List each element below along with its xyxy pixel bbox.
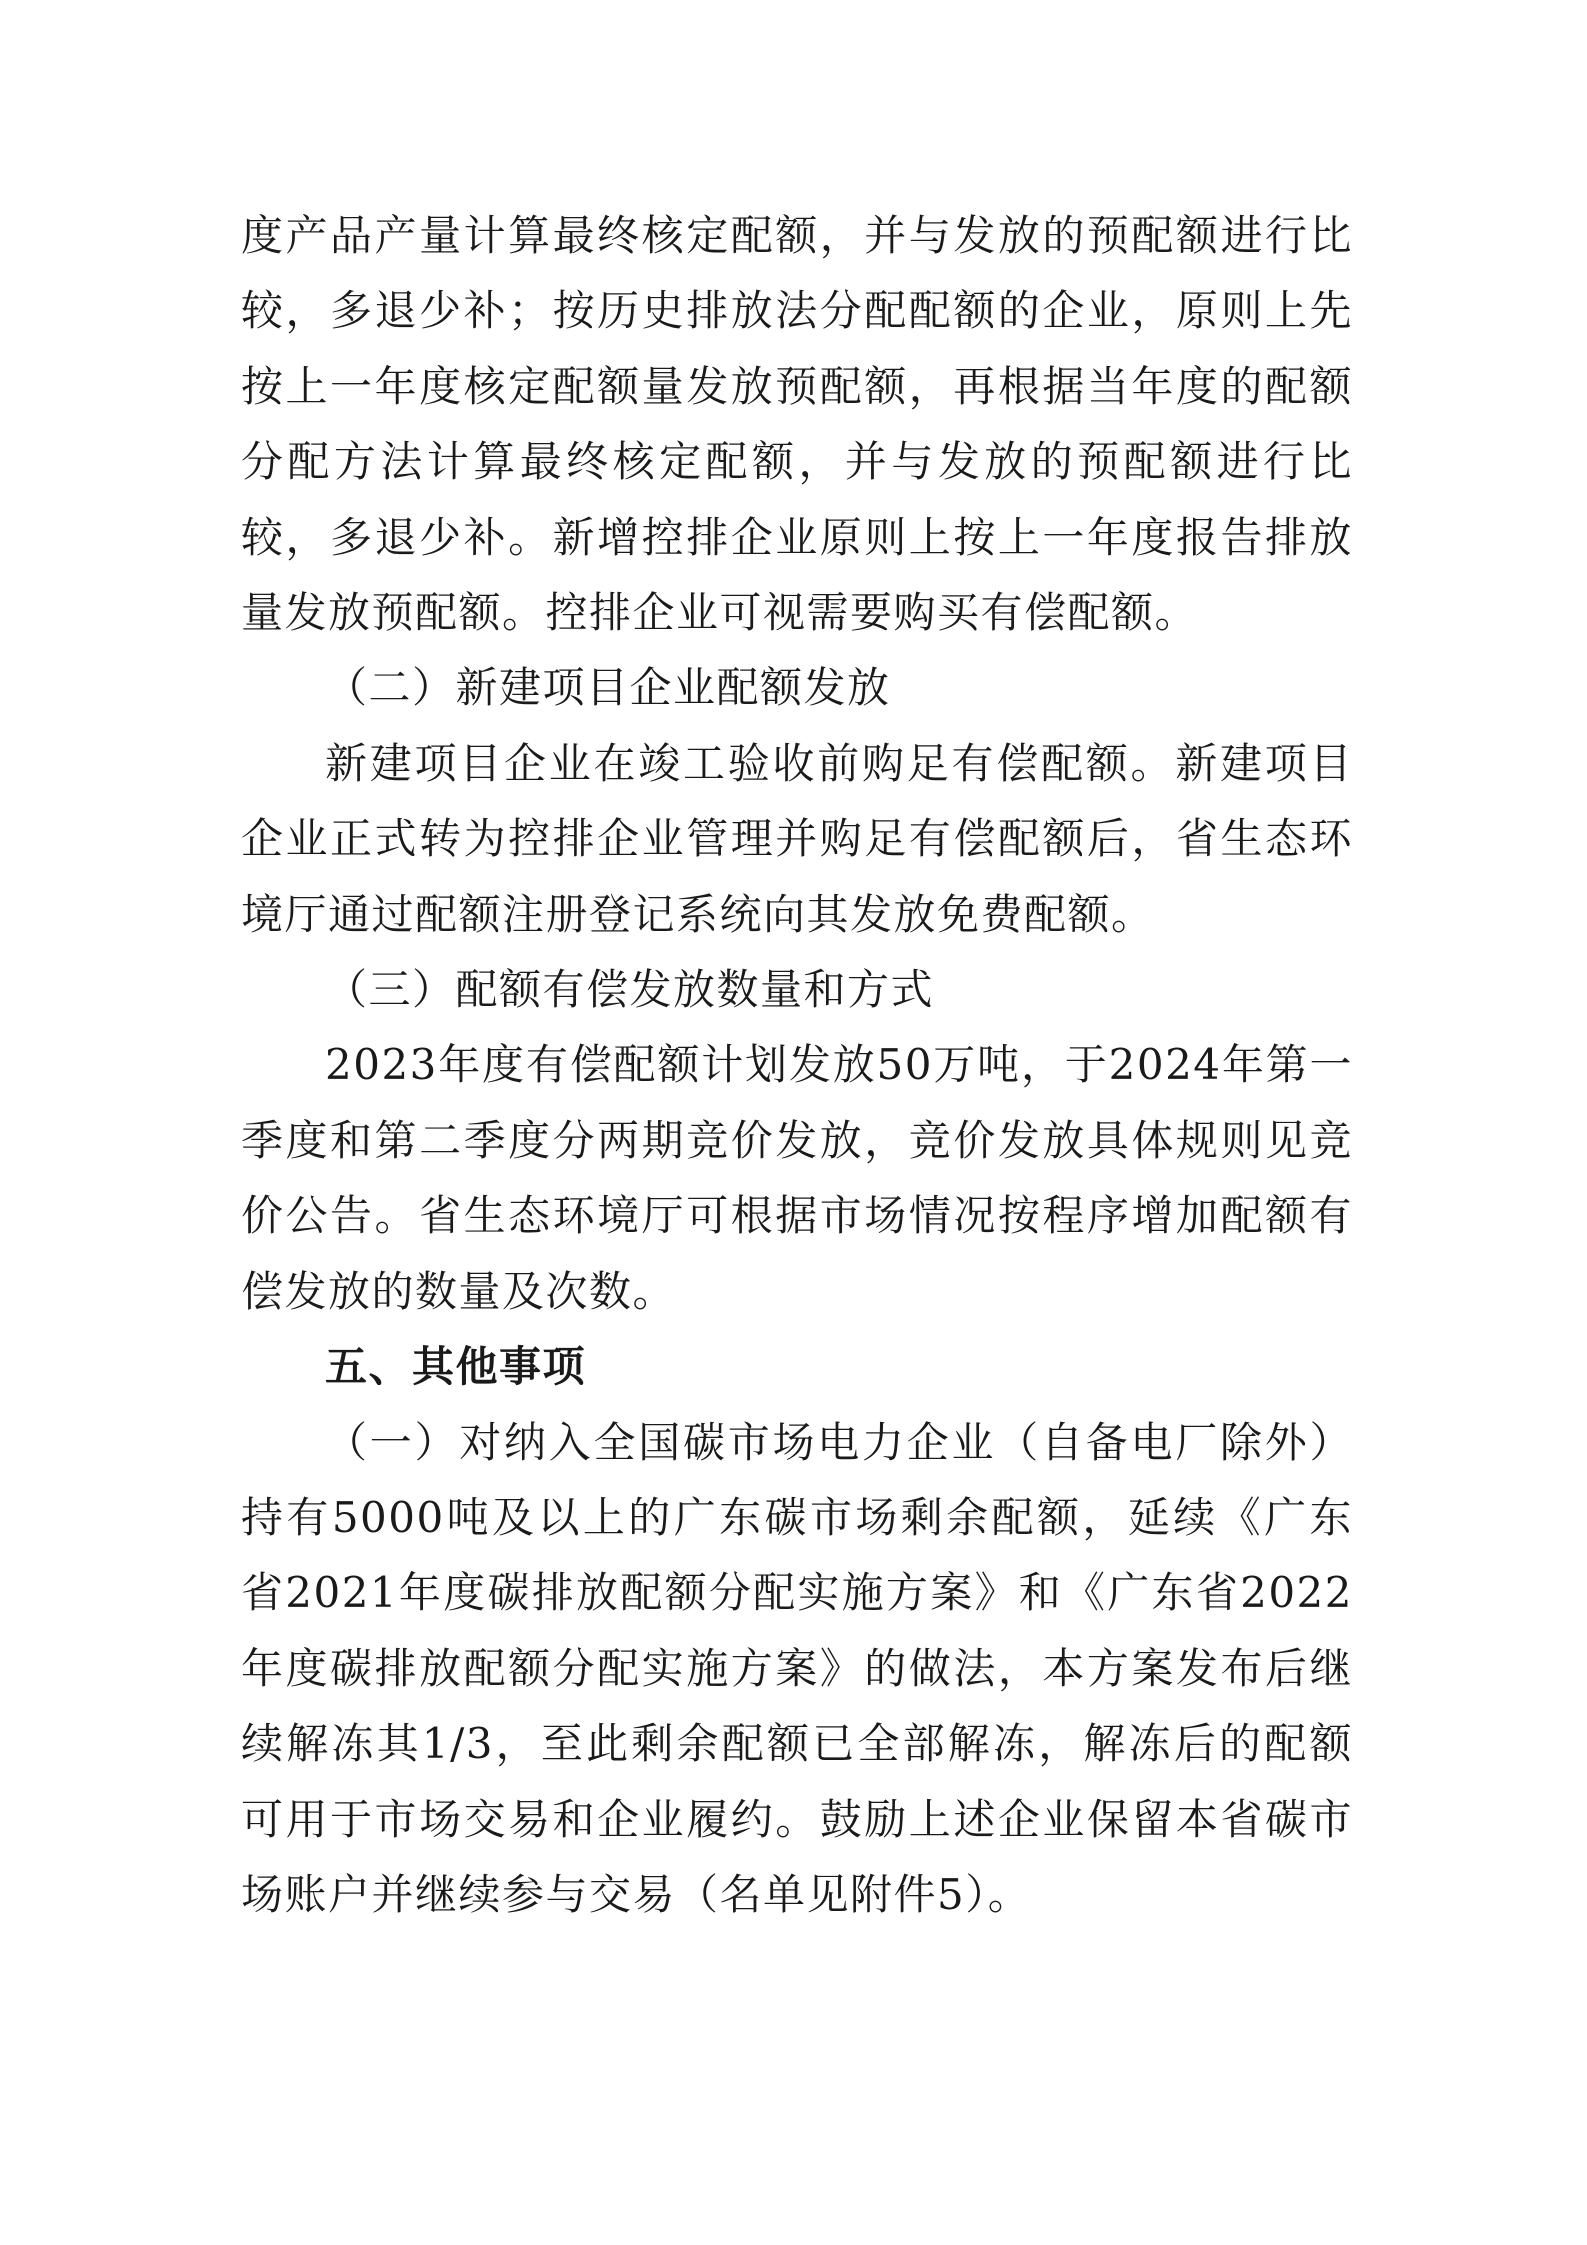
section-heading-other-matters: 五、其他事项 [325, 1342, 587, 1392]
document-body [241, 198, 1353, 1932]
paragraph-new-project-allocation: 新建项目企业在竣工验收前购足有偿配额。新建项目企业正式转为控排企业管理并购足有偿配额后，省生态环境厅通过配额注册登记系统向其发放免费配额。 [241, 738, 1353, 939]
paragraph-other-matters-1: （一）对纳入全国碳市场电力企业（自备电厂除外）持有5000吨及以上的广东碳市场剩余配额，延续《广东省2021年度碳排放配额分配实施方案》和《广东省2022年度碳排放配额分配实施方案》的做法，本方案发布后继续解冻其1/3，至此剩余配额已全部解冻，解冻后的配额可用于市场交易和企业履约。鼓励上述企业保留本省碳市场账户并继续参与交易（名单见附件5）。 [241, 1417, 1353, 1919]
paragraph-paid-allocation: 2023年度有偿配额计划发放50万吨，于2024年第一季度和第二季度分两期竞价发放，竞价发放具体规则见竞价公告。省生态环境厅可根据市场情况按程序增加配额有偿发放的数量及次数。 [241, 1040, 1353, 1316]
subheading-new-project-allocation: （二）新建项目企业配额发放 [325, 663, 891, 713]
paragraph-allocation-continuation: 度产品产量计算最终核定配额，并与发放的预配额进行比较，多退少补；按历史排放法分配配额的企业，原则上先按上一年度核定配额量发放预配额，再根据当年度的配额分配方法计算最终核定配额，并与发放的预配额进行比较，多退少补。新增控排企业原则上按上一年度报告排放量发放预配额。控排企业可视需要购买有偿配额。 [241, 211, 1353, 638]
subheading-paid-allocation: （三）配额有偿发放数量和方式 [325, 965, 935, 1015]
